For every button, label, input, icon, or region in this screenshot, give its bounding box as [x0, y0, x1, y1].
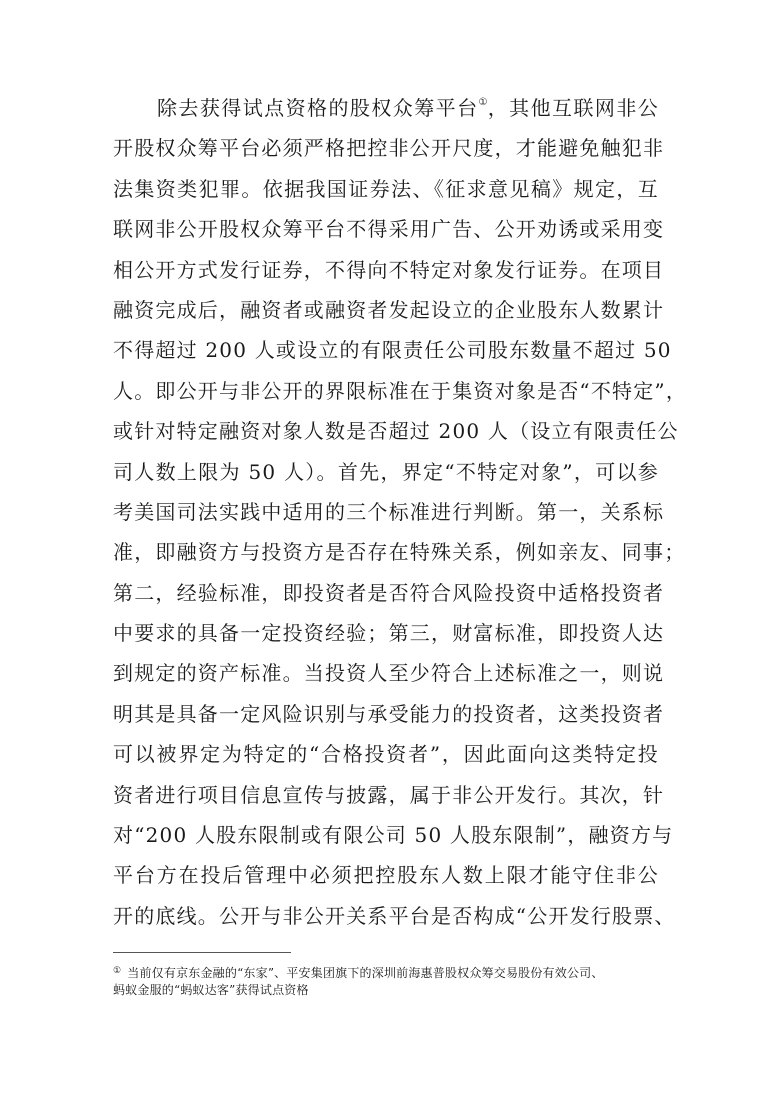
paragraph-line: 开股权众筹平台必须严格把控非公开尺度，才能避免触犯非 — [113, 136, 665, 161]
paragraph-line: 资者进行项目信息宣传与披露，属于非公开发行。其次，针 — [113, 782, 665, 807]
footnote-reference[interactable]: ① — [478, 97, 488, 108]
paragraph-line: 到规定的资产标准。当投资人至少符合上述标准之一，则说 — [113, 661, 665, 686]
paragraph-line: 不得超过 200 人或设立的有限责任公司股东数量不超过 50 — [113, 338, 672, 363]
paragraph-line: 联网非公开股权众筹平台不得采用广告、公开劝诱或采用变 — [113, 217, 665, 242]
paragraph-line: 明其是具备一定风险识别与承受能力的投资者，这类投资者 — [113, 701, 665, 726]
paragraph-line: 开的底线。公开与非公开关系平台是否构成“公开发行股票、 — [113, 903, 676, 928]
footnote-line-2: 蚂蚁金服的“蚂蚁达客”获得试点资格 — [113, 983, 309, 997]
paragraph-line: 或针对特定融资对象人数是否超过 200 人（设立有限责任公 — [113, 419, 679, 444]
line-text: 除去获得试点资格的股权众筹平台 — [157, 96, 479, 120]
paragraph-line: 第二，经验标准，即投资者是否符合风险投资中适格投资者 — [113, 580, 665, 605]
footnote — [113, 962, 659, 1000]
paragraph-line: 中要求的具备一定投资经验；第三，财富标准，即投资人达 — [113, 621, 665, 646]
footnote-marker: ① — [113, 966, 122, 976]
paragraph-line: 相公开方式发行证券，不得向不特定对象发行证券。在项目 — [113, 257, 665, 282]
paragraph-line: 准，即融资方与投资方是否存在特殊关系，例如亲友、同事； — [113, 540, 686, 565]
paragraph-line: 法集资类犯罪。依据我国证券法、《征求意见稿》规定，互 — [113, 176, 659, 201]
line-text-tail: ，其他互联网非公 — [487, 96, 659, 120]
paragraph-line: 可以被界定为特定的“合格投资者”，因此面向这类特定投 — [113, 742, 659, 767]
footnote-line-1 — [113, 962, 659, 981]
paragraph-line-1 — [113, 88, 659, 128]
paragraph-line: 司人数上限为 50 人）。首先，界定“不特定对象”，可以参 — [113, 459, 659, 484]
paragraph-line: 人。即公开与非公开的界限标准在于集资对象是否“不特定”， — [113, 378, 688, 403]
body-text — [113, 88, 688, 936]
paragraph-line: 融资完成后，融资者或融资者发起设立的企业股东人数累计 — [113, 297, 665, 322]
paragraph-line: 平台方在投后管理中必须把控股东人数上限才能守住非公 — [113, 863, 659, 888]
footnote-text: 当前仅有京东金融的“东家”、平安集团旗下的深圳前海惠普股权众筹交易股份有效公司、 — [127, 966, 604, 980]
paragraph-line: 对“200 人股东限制或有限公司 50 人股东限制”，融资方与 — [113, 823, 674, 848]
paragraph-line: 考美国司法实践中适用的三个标准进行判断。第一，关系标 — [113, 499, 665, 524]
footnote-separator — [113, 952, 291, 953]
